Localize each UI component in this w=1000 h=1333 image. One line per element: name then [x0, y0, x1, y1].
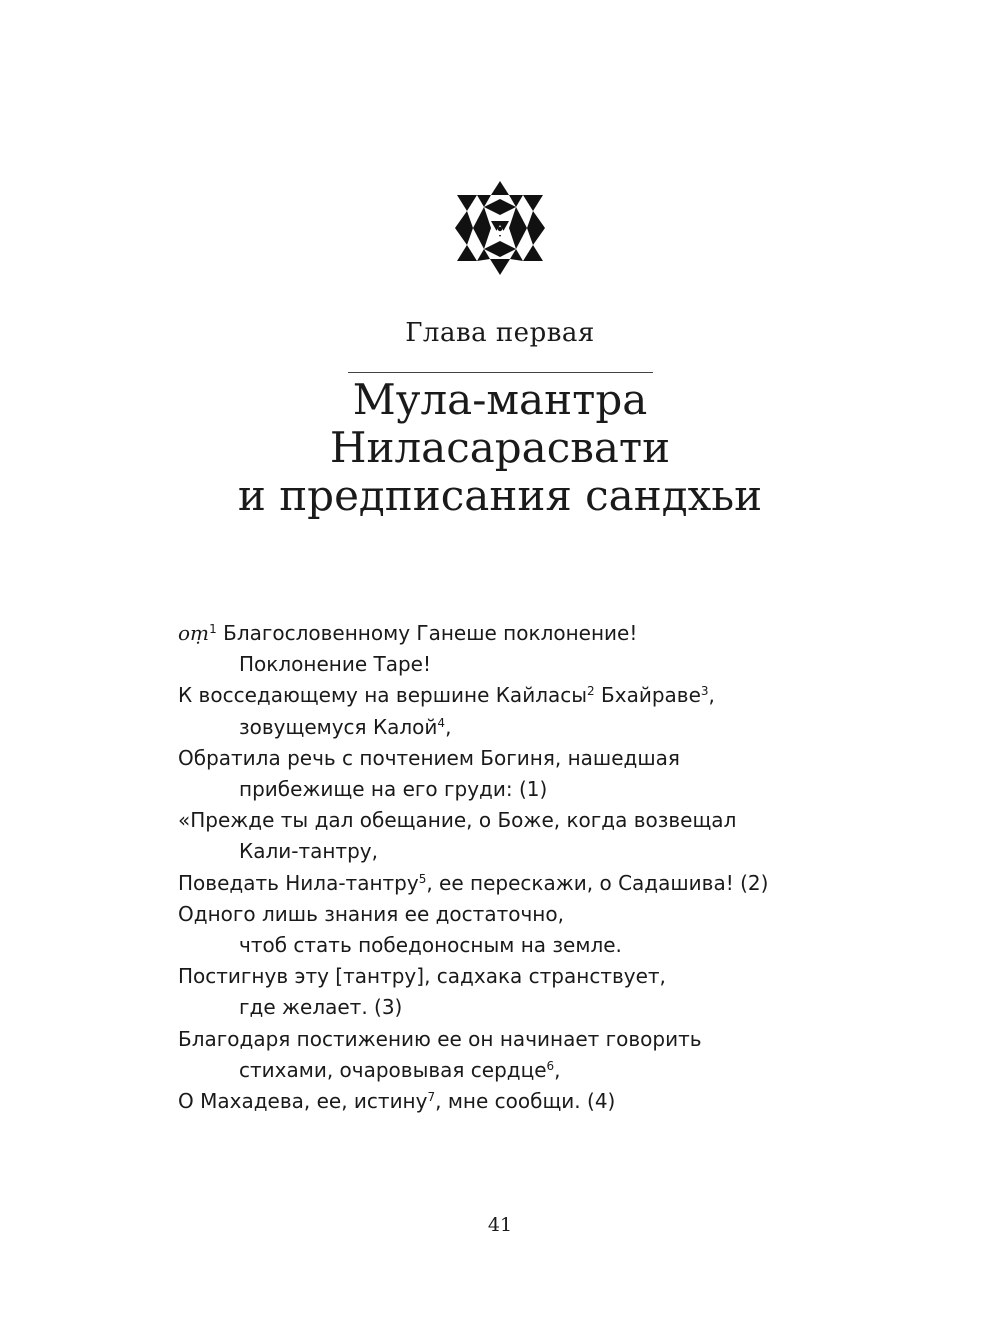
verse-text-run: ,	[445, 714, 452, 739]
verse-text-run: , ее перескажи, о Садашива! (2)	[426, 870, 769, 895]
footnote-marker[interactable]: 4	[437, 715, 446, 730]
chapter-title-line: и предписания сандхьи	[237, 471, 763, 520]
verse-text-run: прибежище на его груди: (1)	[239, 777, 548, 802]
verse-line	[178, 618, 858, 649]
verse-text-run: Бхайраве	[594, 683, 701, 708]
verse-line	[178, 649, 858, 680]
chapter-divider	[348, 372, 653, 373]
chapter-label: Глава первая	[405, 318, 595, 348]
verse-text-run: , мне сообщи. (4)	[435, 1089, 616, 1114]
verse-text-run: ,	[554, 1057, 561, 1082]
footnote-marker[interactable]: 3	[700, 684, 709, 699]
footnote-marker[interactable]: 7	[427, 1090, 436, 1105]
verse-text-run: ,	[708, 683, 715, 708]
sri-yantra-icon	[455, 181, 545, 275]
verse-text-run: Постигнув эту [тантру], садхака странствует,	[178, 964, 666, 989]
verse-text	[178, 618, 858, 1117]
verse-text-run: Благословенному Ганеше поклонение!	[216, 621, 638, 645]
verse-text-run: где желает. (3)	[239, 995, 403, 1020]
verse-line	[178, 992, 858, 1023]
footnote-marker[interactable]: 5	[418, 871, 427, 886]
verse-text-run: Одного лишь знания ее достаточно,	[178, 901, 564, 926]
verse-text-run: стихами, очаровывая сердце	[239, 1057, 547, 1082]
verse-text-run: Благодаря постижению ее он начинает говорить	[178, 1026, 702, 1051]
sri-yantra-emblem	[455, 181, 545, 275]
footnote-marker[interactable]: 1	[209, 622, 217, 636]
verse-text-run: Обратила речь с почтением Богиня, нашедшая	[178, 745, 680, 770]
footnote-marker[interactable]: 2	[587, 684, 595, 699]
verse-line	[178, 836, 858, 867]
chapter-title-line: Мула-мантра	[352, 375, 648, 424]
verse-text-run: Поклонение Таре!	[239, 652, 431, 677]
chapter-title-line: Ниласарасвати	[329, 423, 671, 472]
verse-line	[178, 774, 858, 805]
verse-line	[178, 961, 858, 992]
verse-text-run: зовущемуся Калой	[239, 714, 438, 739]
verse-line	[178, 712, 858, 743]
verse-line	[178, 805, 858, 836]
verse-line	[178, 1055, 858, 1086]
verse-line	[178, 899, 858, 930]
verse-line	[178, 743, 858, 774]
footnote-marker[interactable]: 6	[546, 1058, 555, 1073]
verse-text-run: чтоб стать победоносным на земле.	[239, 933, 622, 958]
verse-text-run: Кали-тантру,	[239, 839, 378, 864]
om-syllable: oṃ	[178, 621, 210, 645]
verse-line	[178, 680, 858, 711]
verse-text-run: «Прежде ты дал обещание, о Боже, когда возвещал	[178, 808, 737, 833]
verse-text-run: О Махадева, ее, истину	[178, 1089, 428, 1114]
verse-line	[178, 1086, 858, 1117]
page-number: 41	[487, 1214, 513, 1236]
verse-line	[178, 868, 858, 899]
chapter-title	[0, 376, 1000, 520]
verse-text-run: К восседающему на вершине Кайласы	[178, 683, 588, 708]
verse-text-run: Поведать Нила-тантру	[178, 870, 419, 895]
verse-line	[178, 1024, 858, 1055]
verse-line	[178, 930, 858, 961]
